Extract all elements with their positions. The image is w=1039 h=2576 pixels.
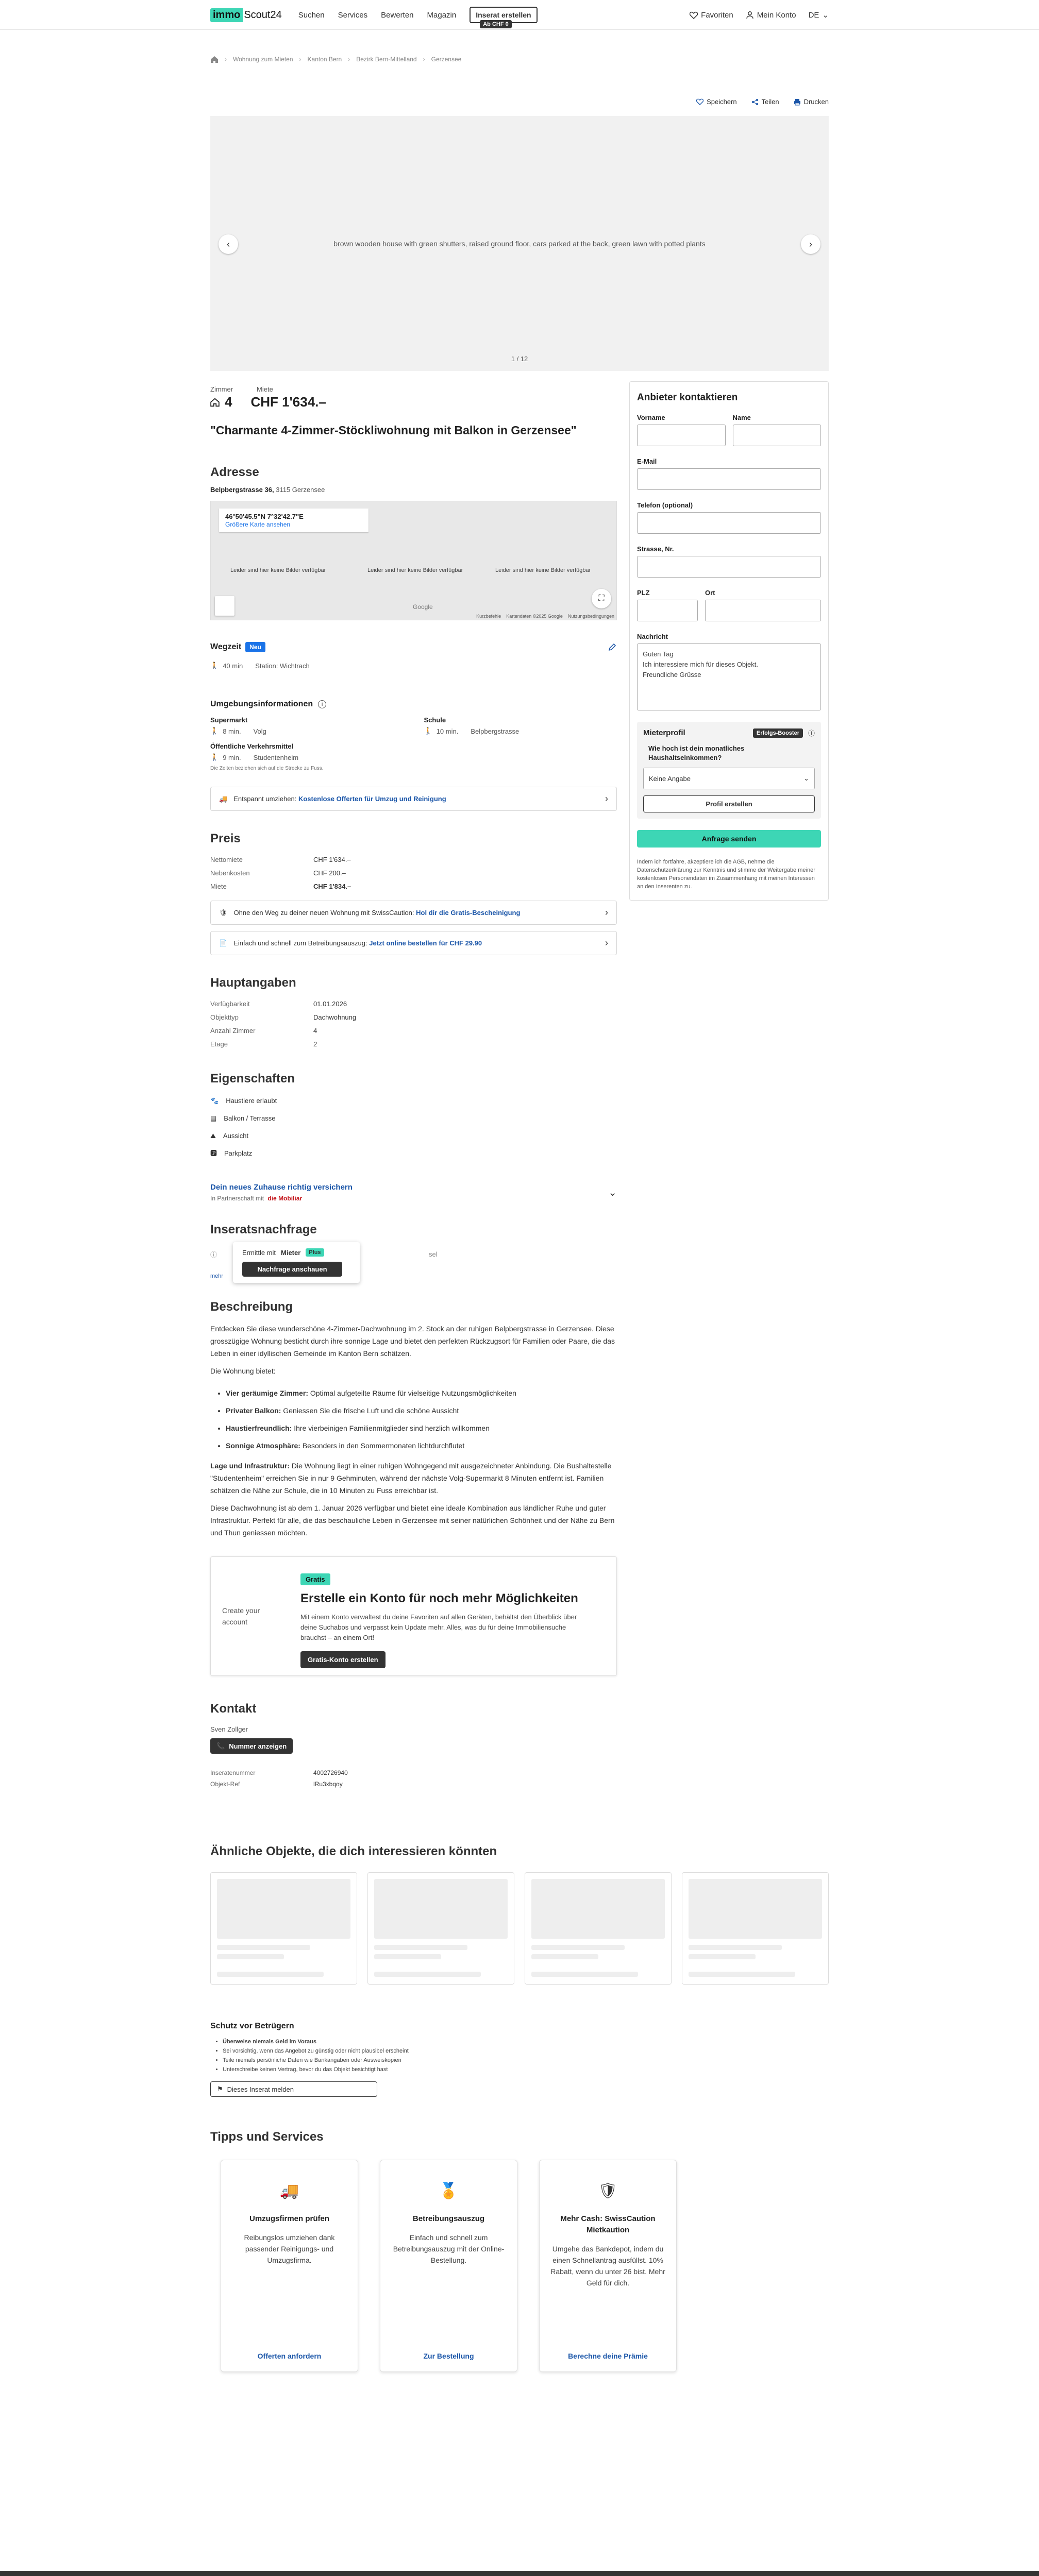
info-icon: ⓘ <box>210 1251 217 1259</box>
nav-bewerten[interactable]: Bewerten <box>381 10 414 20</box>
list-item-title: Haustierfreundlich: <box>226 1424 292 1432</box>
share-icon <box>751 98 759 106</box>
popup-text: Ermittle mit <box>242 1248 276 1257</box>
debt-text: Einfach und schnell zum Betreibungsauszug: <box>233 939 367 947</box>
tip-link[interactable]: Zur Bestellung <box>423 2352 474 2360</box>
rent-label: Miete <box>257 385 273 393</box>
debt-extract-banner[interactable] <box>210 931 617 955</box>
debt-link[interactable]: Jetzt online bestellen für CHF 29.90 <box>369 939 482 947</box>
commute-time: 40 min <box>223 662 243 670</box>
map[interactable] <box>210 501 617 620</box>
breadcrumb-separator: › <box>225 56 227 63</box>
tip-text: Umgehe das Bankdepot, indem du einen Schnellantrag ausfüllst. 10% Rabatt, wenn du unter 26 bist. Mehr Geld für dich. <box>550 2245 665 2287</box>
city-input[interactable] <box>705 600 821 621</box>
walk-icon: 🚶 <box>210 662 219 669</box>
gratis-badge: Gratis <box>300 1573 330 1585</box>
nav-magazin[interactable]: Magazin <box>427 10 457 20</box>
nav-suchen[interactable]: Suchen <box>298 10 325 20</box>
favorites-link[interactable] <box>690 11 733 20</box>
feature-label: Balkon / Terrasse <box>224 1114 276 1122</box>
mieterplus-label: Mieter <box>281 1248 301 1257</box>
email-input[interactable] <box>637 468 821 490</box>
info-icon[interactable]: i <box>318 700 326 708</box>
create-listing-label: Inserat erstellen <box>476 11 531 19</box>
availability-value: 01.01.2026 <box>313 1000 347 1008</box>
insurance-section[interactable] <box>210 1183 617 1202</box>
promo-title: Erstelle ein Konto für noch mehr Möglichkeiten <box>300 1591 578 1605</box>
supermarket-label: Supermarkt <box>210 716 248 724</box>
chevron-right-icon: › <box>809 239 812 249</box>
fraud-heading: Schutz vor Betrügern <box>210 2022 294 2030</box>
address-city: 3115 Gerzensee <box>276 486 325 494</box>
contact-heading: Kontakt <box>210 1702 257 1716</box>
map-coordinates: 46°50'45.5"N 7°32'42.7"E <box>225 513 304 520</box>
email-label: E-Mail <box>637 457 657 465</box>
list-item-text: Geniessen Sie die frische Luft und die schöne Aussicht <box>281 1406 459 1415</box>
image-gallery[interactable] <box>210 116 829 371</box>
listing-number-value: 4002726940 <box>313 1769 348 1776</box>
availability-label: Verfügbarkeit <box>210 1000 250 1008</box>
plus-badge: Plus <box>306 1248 324 1257</box>
map-no-image-text: Leider sind hier keine Bilder verfügbar <box>495 567 591 573</box>
demand-row <box>210 1249 217 1259</box>
site-header <box>0 0 1039 30</box>
tip-link[interactable]: Offerten anfordern <box>257 2352 322 2360</box>
list-item-title: Privater Balkon: <box>226 1406 281 1415</box>
list-item <box>226 1437 617 1454</box>
floor-value: 2 <box>313 1040 317 1048</box>
fraud-tip: • Überweise niemals Geld im Voraus <box>223 2037 829 2046</box>
transit-label: Öffentliche Verkehrsmittel <box>210 742 294 750</box>
site-footer <box>0 2571 1039 2576</box>
gross-rent-value: CHF 1'834.– <box>313 883 351 890</box>
list-item <box>226 1384 617 1402</box>
account-label: Mein Konto <box>757 10 796 20</box>
description-paragraph <box>210 1460 617 1497</box>
demand-popup <box>233 1242 360 1283</box>
description-heading: Beschreibung <box>210 1300 293 1314</box>
tip-text: Einfach und schnell zum Betreibungsauszug mit der Online-Bestellung. <box>393 2233 505 2264</box>
demand-heading: Inseratsnachfrage <box>210 1223 317 1236</box>
create-listing-button[interactable] <box>470 7 537 27</box>
list-item-text: Besonders in den Sommermonaten lichtdurchflutet <box>300 1442 465 1450</box>
chevron-right-icon: › <box>605 907 608 918</box>
heart-icon <box>696 98 703 105</box>
description-paragraph: Diese Dachwohnung ist ab dem 1. Januar 2026 verfügbar und bietet eine ideale Kombination aus ländlicher Ruhe und guter Infrastruktur. Perfekt für alle, die das beschauliche Leben in Gerzensee mit seiner natürlichen Schönheit und der Nähe zu Bern und Thun geniessen möchten. <box>210 1504 615 1537</box>
breadcrumb-item[interactable]: Wohnung zum Mieten <box>233 56 293 63</box>
view-demand-button[interactable]: Nachfrage anschauen <box>242 1262 342 1277</box>
feature-item <box>210 1110 617 1127</box>
surroundings-heading: Umgebungsinformationen <box>210 700 313 708</box>
google-logo: Google <box>413 603 433 611</box>
breadcrumb <box>210 54 829 65</box>
object-ref-label: Objekt-Ref <box>210 1781 240 1788</box>
breadcrumb-separator: › <box>348 56 350 63</box>
create-listing-price: Ab CHF 0 <box>480 20 512 28</box>
info-icon[interactable]: ⓘ <box>808 730 815 737</box>
feature-label: Parkplatz <box>224 1149 253 1157</box>
first-name-input[interactable] <box>637 425 726 446</box>
tenant-profile-box <box>637 722 821 819</box>
tip-title: Betreibungsauszug <box>412 2214 485 2223</box>
language-select[interactable] <box>809 10 829 20</box>
breadcrumb-separator: › <box>423 56 425 63</box>
fraud-tip: • Unterschreibe keinen Vertrag, bevor du das Objekt besichtigt hast <box>223 2065 829 2074</box>
list-item-text: Optimal aufgeteilte Räume für vielseitige Nutzungsmöglichkeiten <box>308 1389 516 1397</box>
income-question: Wie hoch ist dein monatliches Haushaltseinkommen? <box>648 744 745 761</box>
main-data-heading: Hauptangaben <box>210 976 296 990</box>
transit-time: 9 min. <box>223 753 241 761</box>
create-profile-button[interactable]: Profil erstellen <box>643 795 815 812</box>
tip-card[interactable] <box>380 2160 517 2372</box>
fraud-tip: • Teile niemals persönliche Daten wie Bankangaben oder Ausweiskopien <box>223 2056 829 2065</box>
home-icon[interactable] <box>210 56 219 63</box>
chevron-down-icon[interactable]: ⌄ <box>608 1187 617 1198</box>
phone-input[interactable] <box>637 512 821 534</box>
floor-label: Etage <box>210 1040 228 1048</box>
moving-link[interactable]: Kostenlose Offerten für Umzug und Reinigung <box>298 795 446 803</box>
supermarket-time: 8 min. <box>223 727 241 735</box>
demand-obscured-text: sel <box>429 1250 438 1258</box>
map-no-image-text: Leider sind hier keine Bilder verfügbar <box>230 567 326 573</box>
map-shortcuts-link[interactable]: Kurzbefehle <box>476 614 501 619</box>
tenant-profile-label: Mieterprofil <box>643 728 685 737</box>
street-input[interactable] <box>637 556 821 578</box>
message-textarea[interactable]: Guten Tag Ich interessiere mich für dieses Objekt. Freundliche Grüsse <box>637 643 821 710</box>
caution-link[interactable]: Hol dir die Gratis-Bescheinigung <box>416 909 521 917</box>
rent-value: CHF 1'634.– <box>250 394 326 410</box>
phone-label: Telefon (optional) <box>637 501 693 509</box>
insurance-title[interactable]: Dein neues Zuhause richtig versichern <box>210 1183 353 1192</box>
listing-title: "Charmante 4-Zimmer-Stöckliwohnung mit Balkon in Gerzensee" <box>210 423 577 437</box>
truck-icon: 🚚 <box>279 2182 299 2199</box>
account-promo <box>210 1556 617 1676</box>
user-icon <box>746 11 754 19</box>
shield-icon: 🛡 <box>219 908 228 917</box>
parking-icon: 🅿 <box>210 1149 217 1157</box>
feature-item <box>210 1092 617 1110</box>
similar-card[interactable] <box>367 1872 514 1985</box>
object-type-label: Objekttyp <box>210 1013 239 1021</box>
address-street: Belpbergstrasse 36, <box>210 486 274 494</box>
gallery-prev-button[interactable] <box>219 234 238 254</box>
description-list <box>226 1384 617 1454</box>
document-icon: 📄 <box>219 939 228 947</box>
tip-title: Mehr Cash: SwissCaution Mietkaution <box>560 2214 656 2234</box>
promo-left-text: Create your account <box>222 1606 260 1626</box>
gallery-counter: 1 / 12 <box>511 355 528 363</box>
share-button[interactable] <box>751 98 779 106</box>
paw-icon: 🐾 <box>210 1097 219 1105</box>
supermarket-name: Volg <box>253 727 266 735</box>
object-ref-value: lRu3xbqoy <box>313 1781 343 1788</box>
tip-text: Reibungslos umziehen dank passender Reinigungs- und Umzugsfirma. <box>244 2233 335 2264</box>
create-account-button[interactable]: Gratis-Konto erstellen <box>300 1651 386 1668</box>
similar-card[interactable] <box>525 1872 672 1985</box>
fullscreen-button[interactable] <box>592 589 611 608</box>
walk-icon: 🚶 <box>210 727 219 735</box>
tip-link[interactable]: Berechne deine Prämie <box>568 2352 648 2360</box>
main-content <box>210 381 617 1790</box>
income-selected-value: Keine Angabe <box>649 774 691 783</box>
fraud-tip: • Sei vorsichtig, wenn das Angebot zu günstig oder nicht plausibel erscheint <box>223 2046 829 2056</box>
tip-card[interactable] <box>539 2160 677 2372</box>
walk-icon: 🚶 <box>424 727 432 735</box>
feature-item <box>210 1127 617 1145</box>
features-heading: Eigenschaften <box>210 1072 295 1086</box>
breadcrumb-item[interactable]: Kanton Bern <box>307 56 342 63</box>
similar-heading: Ähnliche Objekte, die dich interessieren könnten <box>210 1844 497 1858</box>
location-title: Lage und Infrastruktur: <box>210 1462 290 1470</box>
school-label: Schule <box>424 716 446 724</box>
tips-heading: Tipps und Services <box>210 2130 324 2144</box>
nav-services[interactable]: Services <box>338 10 368 20</box>
extra-costs-label: Nebenkosten <box>210 869 250 877</box>
commute-destination: Station: Wichtrach <box>255 662 310 670</box>
save-button[interactable] <box>696 98 737 106</box>
map-terms-link[interactable]: Nutzungsbedingungen <box>567 614 614 619</box>
truck-icon: 🚚 <box>219 794 228 803</box>
bigger-map-link[interactable]: Größere Karte ansehen <box>225 521 291 528</box>
income-select[interactable] <box>643 768 815 789</box>
edit-icon[interactable] <box>608 642 617 652</box>
list-item-text: Ihre vierbeinigen Familienmitglieder sind herzlich willkommen <box>292 1424 490 1432</box>
caution-text: Ohne den Weg zu deiner neuen Wohnung mit SwissCaution: <box>233 909 414 917</box>
report-listing-label: Dieses Inserat melden <box>227 2085 294 2093</box>
street-label: Strasse, Nr. <box>637 545 674 553</box>
map-no-image-text: Leider sind hier keine Bilder verfügbar <box>367 567 463 573</box>
address-heading: Adresse <box>210 465 259 479</box>
similar-card[interactable] <box>210 1872 357 1985</box>
list-item <box>226 1419 617 1437</box>
promo-text: Mit einem Konto verwaltest du deine Favoriten auf allen Geräten, behältst den Überblick über deine Suchabos und verpasst kein Update mehr. Alles, was du für deine Immobiliensuche brauchst – an einem Ort! <box>300 1613 577 1641</box>
chevron-right-icon: › <box>605 793 608 804</box>
balcony-icon: ▤ <box>210 1114 217 1122</box>
breadcrumb-separator: › <box>299 56 301 63</box>
favorites-label: Favoriten <box>701 10 733 20</box>
insurance-partner-label: In Partnerschaft mit <box>210 1195 264 1202</box>
chevron-left-icon: ‹ <box>227 239 230 249</box>
mobiliar-logo: die Mobiliar <box>267 1195 303 1202</box>
breadcrumb-item[interactable]: Gerzensee <box>431 56 462 63</box>
room-count-value: 4 <box>313 1027 317 1035</box>
chevron-down-icon: ⌄ <box>822 11 829 20</box>
moving-text: Entspannt umziehen: <box>233 795 297 803</box>
school-time: 10 min. <box>436 727 459 735</box>
new-badge: Neu <box>245 642 265 652</box>
location-text: Die Wohnung liegt in einer ruhigen Wohngegend mit ausgezeichneter Anbindung. Die Bushaltestelle "Studentenheim" erreichen Sie in nur 9 Gehminuten, während der nächste Volg-Supermarkt 8 Minuten entfernt ist. Familien schätzen die Nähe zur Schule, die in 10 Minuten zu Fuss erreichbar ist. <box>210 1462 612 1495</box>
report-icon: ⚑ <box>217 2085 223 2093</box>
tip-card[interactable] <box>221 2160 358 2372</box>
gallery-image-caption: brown wooden house with green shutters, raised ground floor, cars parked at the back, green lawn with potted plants <box>333 239 706 248</box>
listing-number-label: Inseratenummer <box>210 1769 256 1776</box>
feature-label: Aussicht <box>223 1132 249 1140</box>
zip-label: PLZ <box>637 589 650 597</box>
list-item-title: Vier geräumige Zimmer: <box>226 1389 309 1397</box>
contact-name: Sven Zollger <box>210 1725 248 1733</box>
heart-icon <box>690 11 698 19</box>
net-rent-value: CHF 1'634.– <box>313 856 351 863</box>
extra-costs-value: CHF 200.– <box>313 869 346 877</box>
printer-icon <box>794 98 801 106</box>
first-name-label: Vorname <box>637 414 665 421</box>
price-heading: Preis <box>210 832 241 845</box>
logo-mark: immo <box>210 8 243 22</box>
fullscreen-icon: ⛶ <box>598 594 605 603</box>
gross-rent-label: Miete <box>210 883 227 890</box>
moving-offer-banner[interactable] <box>210 787 617 811</box>
show-number-button[interactable] <box>210 1738 293 1754</box>
description-paragraph: Entdecken Sie diese wunderschöne 4-Zimmer-Dachwohnung im 2. Stock an der ruhigen Belpbergstrasse in Gerzensee. Diese grosszügige Wohnung besticht durch ihre sonnige Lage und bietet den perfekten Rückzugsort für Familien oder Paare, die das Leben in einer idyllischen Gemeinde im Kanton Bern schätzen. <box>210 1325 615 1358</box>
home-icon <box>210 398 220 407</box>
phone-icon: 📞 <box>216 1742 225 1750</box>
logo[interactable] <box>210 8 282 22</box>
print-label: Drucken <box>803 98 829 106</box>
language-label: DE <box>808 10 819 20</box>
surroundings-note: Die Zeiten beziehen sich auf die Strecke zu Fuss. <box>210 766 324 771</box>
transit-name: Studentenheim <box>253 753 299 761</box>
net-rent-label: Nettomiete <box>210 856 243 863</box>
tip-title: Umzugsfirmen prüfen <box>249 2214 329 2223</box>
legal-text: Indem ich fortfahre, akzeptiere ich die AGB, nehme die Datenschutzerklärung zur Kenntnis und stimme der Weitergabe meiner kostenlosen Personendaten im Zusammenhang mit meinen Interessen an den Inserenten zu. <box>637 859 815 890</box>
list-item <box>226 1402 617 1419</box>
similar-card[interactable] <box>682 1872 829 1985</box>
map-data-text: Kartendaten ©2025 Google <box>506 614 563 619</box>
city-label: Ort <box>705 589 715 597</box>
object-type-value: Dachwohnung <box>313 1013 357 1021</box>
view-icon: ⛰ <box>210 1132 216 1140</box>
account-link[interactable] <box>746 11 796 20</box>
shield-icon: 🛡 <box>598 2182 618 2199</box>
badge-icon: 🏅 <box>439 2182 459 2199</box>
chevron-down-icon: ⌄ <box>803 774 809 782</box>
zip-input[interactable] <box>637 600 698 621</box>
logo-text: Scout24 <box>244 9 282 21</box>
description-paragraph: Die Wohnung bietet: <box>210 1367 276 1375</box>
rooms-value: 4 <box>225 394 232 410</box>
show-number-label: Nummer anzeigen <box>229 1742 287 1750</box>
last-name-input[interactable] <box>733 425 822 446</box>
list-item-title: Sonnige Atmosphäre: <box>226 1442 300 1450</box>
gallery-next-button[interactable] <box>801 234 820 254</box>
booster-badge: Erfolgs-Booster <box>753 728 803 738</box>
chevron-right-icon: › <box>605 938 608 948</box>
swisscaution-banner[interactable] <box>210 901 617 925</box>
print-button[interactable] <box>794 98 829 106</box>
school-name: Belpbergstrasse <box>471 727 520 735</box>
feature-item <box>210 1145 617 1162</box>
feature-label: Haustiere erlaubt <box>226 1097 277 1105</box>
walk-icon: 🚶 <box>210 753 219 761</box>
rooms-label: Zimmer <box>210 385 233 393</box>
send-request-button[interactable]: Anfrage senden <box>637 830 821 848</box>
breadcrumb-item[interactable]: Bezirk Bern-Mittelland <box>356 56 417 63</box>
report-listing-button[interactable] <box>210 2081 377 2097</box>
commute-heading: Wegzeit <box>210 642 242 651</box>
contact-form <box>629 381 829 901</box>
map-thumbnail-button[interactable] <box>215 596 234 616</box>
room-count-label: Anzahl Zimmer <box>210 1027 256 1035</box>
save-label: Speichern <box>707 98 737 106</box>
map-coordinates-box <box>219 509 368 532</box>
demand-more-link[interactable]: mehr <box>210 1273 224 1279</box>
last-name-label: Name <box>732 414 751 421</box>
contact-form-heading: Anbieter kontaktieren <box>637 392 738 403</box>
message-label: Nachricht <box>637 633 668 640</box>
share-label: Teilen <box>761 98 779 106</box>
